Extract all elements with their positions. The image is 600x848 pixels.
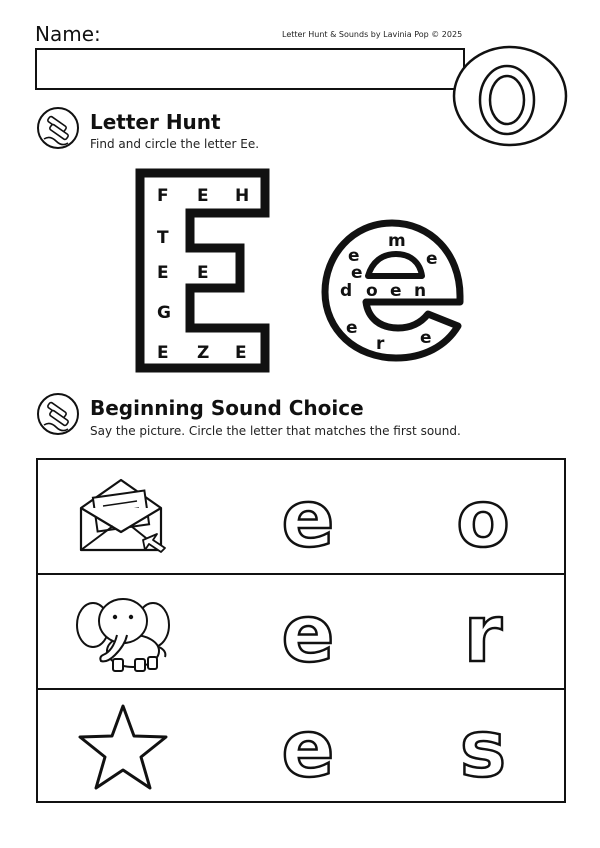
hunt-letter[interactable]: e	[390, 281, 402, 301]
hunt-letter[interactable]: F	[157, 186, 169, 206]
corner-letter-o-badge	[451, 45, 569, 147]
hunt-letter[interactable]: e	[351, 263, 363, 283]
credit-text: Letter Hunt & Sounds by Lavinia Pop © 2025	[282, 30, 463, 39]
letter-option[interactable]	[258, 583, 358, 683]
option-letter: o	[456, 475, 510, 565]
hunt-letter[interactable]: n	[414, 281, 427, 301]
letter-option[interactable]	[433, 468, 533, 568]
letter-hunt-instruction: Find and circle the letter Ee.	[90, 137, 260, 151]
option-letter: e	[281, 475, 335, 565]
option-letter: e	[281, 590, 335, 680]
elephant-icon	[73, 585, 173, 680]
name-field[interactable]	[35, 48, 465, 90]
hunt-letter[interactable]: H	[235, 186, 250, 206]
option-letter: e	[281, 705, 335, 795]
option-letter: s	[459, 705, 507, 795]
hunt-letter[interactable]: e	[348, 246, 360, 266]
star-icon	[73, 700, 173, 795]
uppercase-e-hunt-shape	[135, 168, 275, 373]
hunt-letter[interactable]: G	[157, 303, 171, 323]
letter-hunt-title: Letter Hunt	[90, 110, 221, 134]
hunt-letter[interactable]: e	[346, 318, 358, 338]
beginning-sound-title: Beginning Sound Choice	[90, 396, 364, 420]
hunt-letter[interactable]: r	[376, 334, 385, 354]
sound-choice-table	[36, 458, 566, 803]
hunt-letter[interactable]: d	[340, 281, 353, 301]
hunt-letter[interactable]: T	[157, 228, 169, 248]
hunt-letter[interactable]: E	[197, 263, 209, 283]
hunt-letter[interactable]: e	[420, 328, 432, 348]
option-letter: r	[463, 590, 503, 680]
envelope-icon	[73, 470, 173, 565]
letter-option[interactable]	[433, 698, 533, 798]
beginning-sound-instruction: Say the picture. Circle the letter that matches the first sound.	[90, 424, 461, 438]
letter-option[interactable]	[258, 468, 358, 568]
hunt-letter[interactable]: o	[366, 281, 378, 301]
hunt-letter[interactable]: E	[197, 186, 209, 206]
hunt-letter[interactable]: E	[235, 343, 247, 363]
letter-option[interactable]	[433, 583, 533, 683]
lowercase-e-hunt-shape	[320, 218, 470, 363]
hunt-letter[interactable]: m	[388, 231, 406, 251]
letter-option[interactable]	[258, 698, 358, 798]
choice-row	[38, 690, 564, 805]
hunt-letter[interactable]: Z	[197, 343, 210, 363]
crayons-icon	[36, 106, 80, 150]
hunt-letter[interactable]: E	[157, 343, 169, 363]
name-label: Name:	[35, 22, 101, 46]
choice-row	[38, 460, 564, 575]
hunt-letter[interactable]: e	[426, 249, 438, 269]
hunt-letter[interactable]: E	[157, 263, 169, 283]
crayons-icon	[36, 392, 80, 436]
choice-row	[38, 575, 564, 690]
